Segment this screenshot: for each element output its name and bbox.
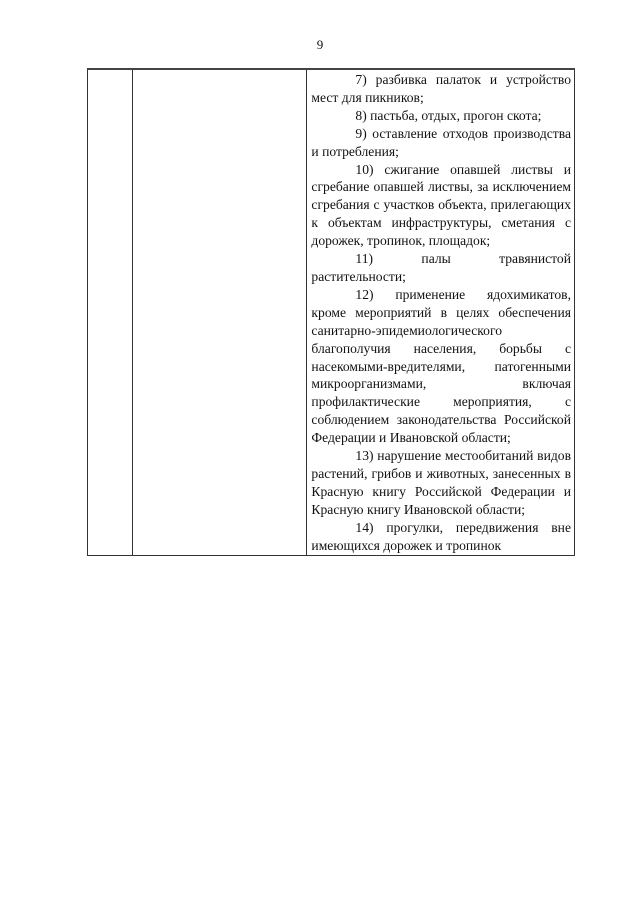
list-item: 7) разбивка палаток и устройство мест для пикников;	[311, 72, 571, 105]
list-item: 8) пастьба, отдых, прогон скота;	[355, 107, 542, 123]
table-cell-number	[88, 69, 133, 556]
regulations-table	[87, 68, 575, 556]
page-number: 9	[316, 37, 324, 52]
table-row	[88, 69, 575, 556]
list-item: 14) прогулки, передвижения вне имеющихся дорожек и тропинок	[311, 519, 571, 553]
list-item: 11) палы травянистой растительности;	[311, 251, 571, 284]
table-cell-title	[133, 69, 307, 556]
table-cell-prohibitions	[307, 69, 575, 556]
list-item: 12) применение ядохимикатов, кроме мероприятий в целях обеспечения санитарно-эпидемиологического благополучия населения, борьбы с насекомыми-вредителями, патогенными микроорганизмами, включая профилактические мероприятия, с соблюдением законодательства Российской Федерации и Ивановской области;	[311, 286, 571, 446]
list-item: 9) оставление отходов производства и потребления;	[311, 125, 571, 159]
prohibitions-list	[307, 70, 574, 555]
list-item: 10) сжигание опавшей листвы и сгребание опавшей листвы, за исключением сгребания с участков объекта, прилегающих к объектам инфраструктуры, сметания с дорожек, тропинок, площадок;	[311, 161, 571, 249]
list-item: 13) нарушение местообитаний видов растений, грибов и животных, занесенных в Красную книгу Российской Федерации и Красную книгу Ивановской области;	[311, 448, 571, 517]
